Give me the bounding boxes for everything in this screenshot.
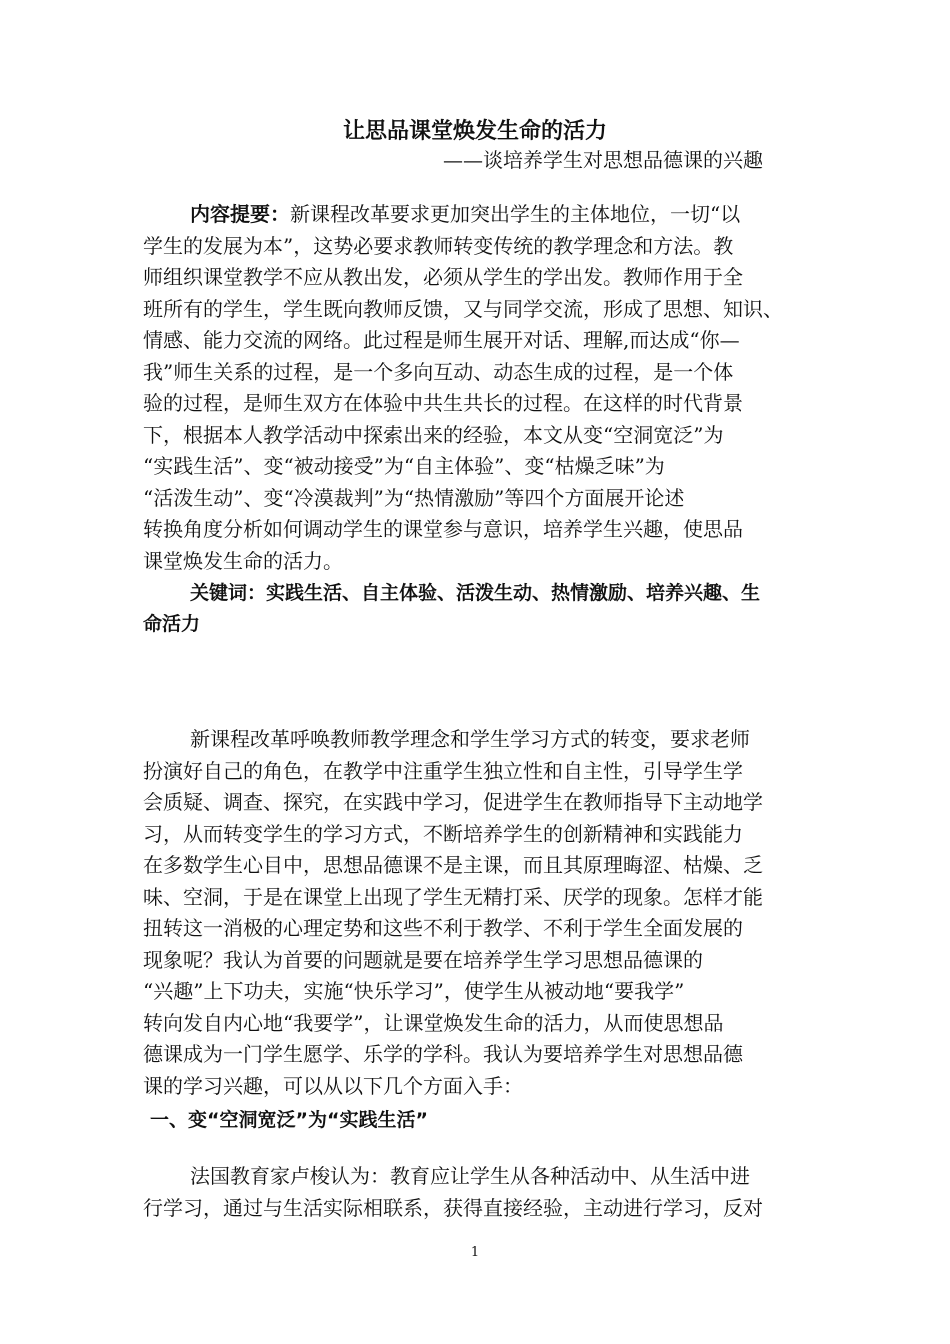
section-paragraph [143, 1161, 813, 1224]
abstract-line: “实践生活”、变“被动接受”为“自主体验”、变“枯燥乏味”为 [143, 454, 665, 478]
intro-line: 味、空洞，于是在课堂上出现了学生无精打采、厌学的现象。怎样才能 [143, 884, 763, 909]
intro-line: 习，从而转变学生的学习方式，不断培养学生的创新精神和实践能力 [143, 821, 743, 846]
abstract-line: 验的过程，是师生双方在体验中共生共长的过程。在这样的时代背景 [143, 391, 743, 415]
intro-line: “兴趣”上下功夫，实施“快乐学习”，使学生从被动地“要我学” [143, 979, 685, 1003]
section-heading: 一、变“空洞宽泛”为“实践生活” [150, 1109, 428, 1131]
abstract-line: 班所有的学生，学生既向教师反馈，又与同学交流，形成了思想、知识、 [143, 296, 783, 321]
keywords-line: 关键词：实践生活、自主体验、活泼生动、热情激励、培养兴趣、生 [190, 582, 761, 604]
abstract-line: 学生的发展为本”，这势必要求教师转变传统的教学理念和方法。教 [143, 233, 734, 258]
abstract-paragraph [143, 199, 813, 577]
abstract-line: “活泼生动”、变“冷漠裁判”为“热情激励”等四个方面展开论述 [143, 485, 685, 510]
keywords-line: 命活力 [143, 613, 201, 635]
abstract-line: 下，根据本人教学活动中探索出来的经验，本文从变“空洞宽泛”为 [143, 422, 724, 447]
abstract-line: 师组织课堂教学不应从教出发，必须从学生的学出发。教师作用于全 [143, 265, 743, 289]
keywords-paragraph [143, 578, 813, 640]
abstract-label: 内容提要： [190, 202, 290, 226]
intro-line: 转向发自内心地“我要学”，让课堂焕发生命的活力，从而使思想品 [143, 1010, 724, 1035]
intro-line: 新课程改革呼唤教师教学理念和学生学习方式的转变，要求老师 [190, 727, 750, 751]
intro-line: 德课成为一门学生愿学、乐学的学科。我认为要培养学生对思想品德 [143, 1042, 743, 1066]
document-title: 让思品课堂焕发生命的活力 [342, 119, 607, 144]
document-subtitle: ——谈培养学生对思想品德课的兴趣 [443, 148, 763, 172]
section-line: 法国教育家卢梭认为：教育应让学生从各种活动中、从生活中进 [190, 1164, 750, 1188]
abstract-line: 课堂焕发生命的活力。 [143, 548, 343, 573]
abstract-line: 内容提要：新课程改革要求更加突出学生的主体地位，一切“以 [190, 202, 741, 226]
intro-line: 在多数学生心目中，思想品德课不是主课，而且其原理晦涩、枯燥、乏 [143, 853, 763, 877]
page-number: 1 [470, 1245, 480, 1260]
abstract-line: 转换角度分析如何调动学生的课堂参与意识，培养学生兴趣，使思品 [143, 517, 743, 541]
abstract-line: 我”师生关系的过程，是一个多向互动、动态生成的过程，是一个体 [143, 359, 734, 384]
intro-line: 扮演好自己的角色，在教学中注重学生独立性和自主性，引导学生学 [143, 758, 743, 783]
intro-line: 扭转这一消极的心理定势和这些不利于教学、不利于学生全面发展的 [143, 916, 743, 940]
intro-line: 课的学习兴趣，可以从以下几个方面入手： [143, 1073, 523, 1098]
intro-paragraph [143, 724, 813, 1102]
abstract-line: 情感、能力交流的网络。此过程是师生展开对话、理解,而达成“你— [143, 328, 740, 352]
intro-line: 会质疑、调查、探究，在实践中学习，促进学生在教师指导下主动地学 [143, 790, 763, 814]
intro-line: 现象呢？我认为首要的问题就是要在培养学生学习思想品德课的 [143, 947, 703, 972]
section-line: 行学习，通过与生活实际相联系，获得直接经验，主动进行学习，反对 [143, 1195, 763, 1220]
